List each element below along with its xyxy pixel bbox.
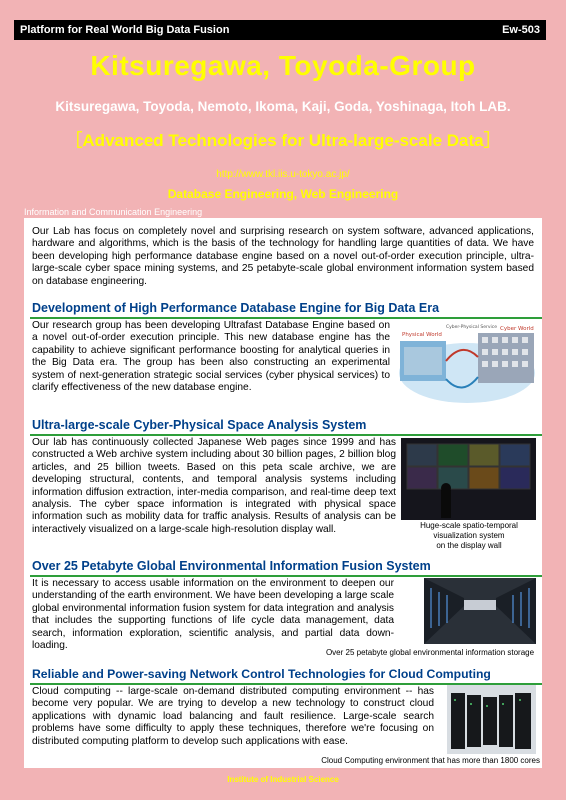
display-wall-photo [401,438,536,520]
institute-footer: Institute of Industrial Science [227,775,339,784]
poster-subtitle: ［Advanced Technologies for Ultra-large-scale Data］ [65,131,501,150]
department-label: Information and Communication Engineering [24,207,203,217]
storage-photo [424,578,536,644]
section-2-rule [30,434,542,436]
section-4-body: Cloud computing -- large-scale on-demand distributed computing environment -- has become very popular. We are trying to develop a new technology to construct cloud applications with dynamic load balancing and fault resilience. Large-scale search problems have some difficulty to apply these techniques, therefore we're focusing on distributed computing platform to develop such applications with ease. [32,686,434,747]
research-fields: Database Engineering, Web Engineering [167,187,399,201]
display-wall-caption-line-1: Huge-scale spatio-temporal [420,521,518,530]
section-2-body: Our lab has continuously collected Japanese Web pages since 1999 and has constructed a Web archive system including about 30 billion pages, 2 billion blog articles, and 25 billion tweets. Based on this peta scale archive, we are developing structural, contents, and temporal analysis systems including information diffusion extraction, inter-media comparison, and real-time deep text analysis. The cyber space information is integrated with physical space information such as mobility data for traffic analysis. Results of analysis can be interactively visualized on a large-scale high-resolution display wall. [32,437,396,535]
figure-label-physical: Physical World [402,332,442,338]
header-bar [14,20,546,40]
section-3-rule [30,575,542,577]
section-3-body: It is necessary to access usable information on the environment to deepen our understanding of the earth environment. We have been developing a large scale global environmental information fusion system for data integration and analysis that includes the supporting functions of life cycle data management, data search, information exploration, scientific analysis, and partial data down-loading. [32,578,394,652]
section-3-heading: Over 25 Petabyte Global Environmental Information Fusion System [32,559,431,573]
display-wall-caption-line-2: visualization system [433,531,505,540]
display-wall-caption [402,521,536,551]
platform-label: Platform for Real World Big Data Fusion [20,24,230,36]
section-1-rule [30,317,542,319]
poster-code: Ew-503 [502,24,540,36]
section-1-body: Our research group has been developing Ultrafast Database Engine based on a novel out-of-order execution principle. This new database engine has the capability to achieve significant performance boosting for analytical queries in the Big Data era. The group has been also constructing an experimental system of next-generation strategic social services (cyber physical services) to clarify effectiveness of the new database engine. [32,320,390,394]
cloud-servers-photo [447,685,536,754]
content-panel [24,218,542,768]
intro-paragraph: Our Lab has focus on completely novel and surprising research on system software, advanced applications, hardware and algorithms, which is the basis of the technology for handling large quantities of data. We have been developing high performance database engine based on a novel out-of-order execution principle, ultra-large-scale cyber space mining systems, and 25 petabyte-scale global environment information system based on database engineering. [32,226,534,287]
lab-members: Kitsuregawa, Toyoda, Nemoto, Ikoma, Kaji, Goda, Yoshinaga, Itoh LAB. [55,99,511,114]
lab-url[interactable]: http://www.tkl.iis.u-tokyo.ac.jp/ [216,169,350,180]
figure-label-cyber: Cyber World [500,326,534,332]
cloud-caption: Cloud Computing environment that has more than 1800 cores [321,756,540,765]
section-1-heading: Development of High Performance Database Engine for Big Data Era [32,301,440,315]
section-2-heading: Ultra-large-scale Cyber-Physical Space Analysis System [32,418,367,432]
storage-caption: Over 25 petabyte global environmental information storage [325,648,535,657]
poster-title: Kitsuregawa, Toyoda-Group [90,50,476,81]
cyber-physical-figure [396,321,538,409]
section-4-heading: Reliable and Power-saving Network Control Technologies for Cloud Computing [32,667,491,681]
figure-label-service: Cyber-Physical Service [446,325,497,330]
display-wall-caption-line-3: on the display wall [436,541,502,550]
